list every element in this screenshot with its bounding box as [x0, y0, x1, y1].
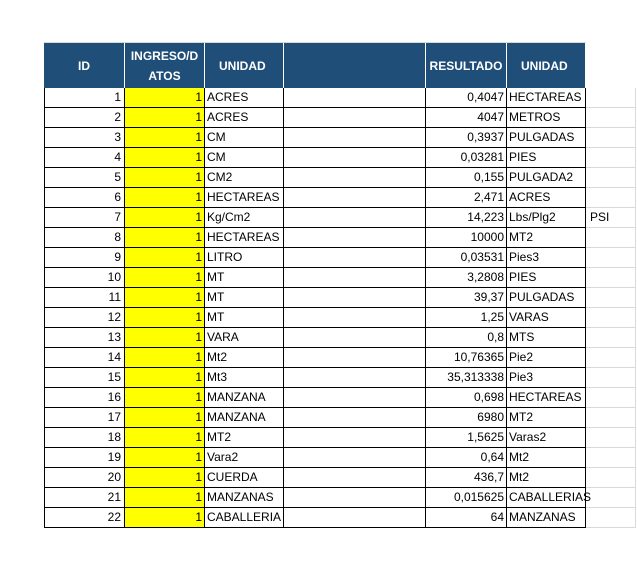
cell-blank[interactable]: [284, 108, 426, 128]
cell-result-unit[interactable]: PIES: [507, 148, 586, 168]
cell-input-value[interactable]: 1: [125, 208, 205, 228]
cell-extra[interactable]: [586, 288, 636, 308]
cell-id[interactable]: 21: [44, 488, 125, 508]
cell-unit[interactable]: CABALLERIA: [205, 508, 284, 528]
cell-result[interactable]: 0,8: [426, 328, 507, 348]
cell-result-unit[interactable]: Varas2: [507, 428, 586, 448]
cell-input-value[interactable]: 1: [125, 168, 205, 188]
cell-unit[interactable]: VARA: [205, 328, 284, 348]
cell-result-unit[interactable]: Pies3: [507, 248, 586, 268]
cell-input-value[interactable]: 1: [125, 308, 205, 328]
cell-result-unit[interactable]: MT2: [507, 408, 586, 428]
cell-blank[interactable]: [284, 208, 426, 228]
header-unidad[interactable]: UNIDAD: [205, 43, 284, 88]
cell-unit[interactable]: MANZANA: [205, 408, 284, 428]
cell-id[interactable]: 11: [44, 288, 125, 308]
cell-id[interactable]: 3: [44, 128, 125, 148]
cell-unit[interactable]: MT: [205, 308, 284, 328]
cell-result-unit[interactable]: MANZANAS: [507, 508, 586, 528]
cell-input-value[interactable]: 1: [125, 348, 205, 368]
cell-input-value[interactable]: 1: [125, 368, 205, 388]
cell-unit[interactable]: ACRES: [205, 108, 284, 128]
cell-blank[interactable]: [284, 148, 426, 168]
cell-input-value[interactable]: 1: [125, 88, 205, 108]
cell-result[interactable]: 10,76365: [426, 348, 507, 368]
cell-unit[interactable]: LITRO: [205, 248, 284, 268]
cell-extra[interactable]: [586, 508, 636, 528]
cell-result[interactable]: 0,698: [426, 388, 507, 408]
cell-extra[interactable]: [586, 388, 636, 408]
cell-result-unit[interactable]: Pie2: [507, 348, 586, 368]
cell-result-unit[interactable]: PULGADAS: [507, 128, 586, 148]
cell-input-value[interactable]: 1: [125, 508, 205, 528]
cell-blank[interactable]: [284, 428, 426, 448]
cell-id[interactable]: 20: [44, 468, 125, 488]
header-id[interactable]: ID: [44, 43, 125, 88]
cell-extra[interactable]: [586, 448, 636, 468]
cell-blank[interactable]: [284, 328, 426, 348]
cell-blank[interactable]: [284, 168, 426, 188]
cell-unit[interactable]: MANZANA: [205, 388, 284, 408]
cell-input-value[interactable]: 1: [125, 448, 205, 468]
cell-unit[interactable]: CM: [205, 128, 284, 148]
cell-extra[interactable]: [586, 88, 636, 108]
cell-input-value[interactable]: 1: [125, 268, 205, 288]
cell-blank[interactable]: [284, 268, 426, 288]
cell-result[interactable]: 0,03531: [426, 248, 507, 268]
header-ingreso-line1: INGRESO/D: [130, 48, 199, 63]
cell-id[interactable]: 4: [44, 148, 125, 168]
cell-input-value[interactable]: 1: [125, 468, 205, 488]
cell-id[interactable]: 22: [44, 508, 125, 528]
cell-id[interactable]: 12: [44, 308, 125, 328]
cell-result-unit[interactable]: MT2: [507, 228, 586, 248]
cell-result-unit[interactable]: Pie3: [507, 368, 586, 388]
cell-result-unit[interactable]: HECTAREAS: [507, 388, 586, 408]
cell-result-unit[interactable]: Mt2: [507, 468, 586, 488]
cell-input-value[interactable]: 1: [125, 188, 205, 208]
cell-unit[interactable]: Mt3: [205, 368, 284, 388]
cell-extra[interactable]: [586, 228, 636, 248]
cell-id[interactable]: 13: [44, 328, 125, 348]
cell-blank[interactable]: [284, 288, 426, 308]
cell-result[interactable]: 0,155: [426, 168, 507, 188]
cell-extra[interactable]: [586, 268, 636, 288]
cell-input-value[interactable]: 1: [125, 128, 205, 148]
cell-result[interactable]: 1,25: [426, 308, 507, 328]
cell-result-unit[interactable]: VARAS: [507, 308, 586, 328]
header-ingreso-line2: ATOS: [148, 68, 181, 83]
cell-blank[interactable]: [284, 228, 426, 248]
cell-id[interactable]: 7: [44, 208, 125, 228]
cell-result[interactable]: 2,471: [426, 188, 507, 208]
cell-result[interactable]: 0,64: [426, 448, 507, 468]
cell-unit[interactable]: Kg/Cm2: [205, 208, 284, 228]
cell-extra[interactable]: [586, 468, 636, 488]
cell-id[interactable]: 6: [44, 188, 125, 208]
cell-unit[interactable]: Mt2: [205, 348, 284, 368]
cell-input-value[interactable]: 1: [125, 248, 205, 268]
cell-result[interactable]: 0,015625: [426, 488, 507, 508]
cell-result[interactable]: 0,03281: [426, 148, 507, 168]
cell-extra[interactable]: PSI: [586, 208, 636, 228]
cell-extra[interactable]: [586, 348, 636, 368]
cell-input-value[interactable]: 1: [125, 328, 205, 348]
cell-result-unit[interactable]: ACRES: [507, 188, 586, 208]
cell-extra[interactable]: [586, 108, 636, 128]
cell-id[interactable]: 10: [44, 268, 125, 288]
cell-extra[interactable]: [586, 148, 636, 168]
cell-id[interactable]: 9: [44, 248, 125, 268]
cell-input-value[interactable]: 1: [125, 388, 205, 408]
cell-result-unit[interactable]: METROS: [507, 108, 586, 128]
cell-id[interactable]: 19: [44, 448, 125, 468]
cell-blank[interactable]: [284, 488, 426, 508]
cell-unit[interactable]: MT2: [205, 428, 284, 448]
cell-input-value[interactable]: 1: [125, 148, 205, 168]
cell-result-unit[interactable]: CABALLERIAS: [507, 488, 586, 508]
cell-blank[interactable]: [284, 88, 426, 108]
cell-result[interactable]: 436,7: [426, 468, 507, 488]
cell-result[interactable]: 1,5625: [426, 428, 507, 448]
cell-blank[interactable]: [284, 468, 426, 488]
cell-result[interactable]: 64: [426, 508, 507, 528]
cell-unit[interactable]: MT: [205, 288, 284, 308]
cell-unit[interactable]: ACRES: [205, 88, 284, 108]
cell-result[interactable]: 0,4047: [426, 88, 507, 108]
cell-unit[interactable]: CUERDA: [205, 468, 284, 488]
cell-result[interactable]: 0,3937: [426, 128, 507, 148]
cell-id[interactable]: 16: [44, 388, 125, 408]
cell-input-value[interactable]: 1: [125, 108, 205, 128]
cell-extra[interactable]: [586, 408, 636, 428]
cell-unit[interactable]: CM: [205, 148, 284, 168]
cell-id[interactable]: 15: [44, 368, 125, 388]
cell-blank[interactable]: [284, 448, 426, 468]
cell-extra[interactable]: [586, 188, 636, 208]
cell-extra[interactable]: [586, 248, 636, 268]
cell-id[interactable]: 2: [44, 108, 125, 128]
cell-id[interactable]: 1: [44, 88, 125, 108]
cell-id[interactable]: 5: [44, 168, 125, 188]
cell-result-unit[interactable]: HECTAREAS: [507, 88, 586, 108]
cell-result-unit[interactable]: PIES: [507, 268, 586, 288]
cell-blank[interactable]: [284, 188, 426, 208]
cell-result[interactable]: 14,223: [426, 208, 507, 228]
cell-unit[interactable]: Vara2: [205, 448, 284, 468]
cell-input-value[interactable]: 1: [125, 228, 205, 248]
cell-id[interactable]: 18: [44, 428, 125, 448]
cell-result[interactable]: 4047: [426, 108, 507, 128]
cell-result[interactable]: 6980: [426, 408, 507, 428]
cell-extra[interactable]: [586, 488, 636, 508]
cell-blank[interactable]: [284, 128, 426, 148]
cell-extra[interactable]: [586, 308, 636, 328]
cell-result[interactable]: 35,313338: [426, 368, 507, 388]
cell-result-unit[interactable]: PULGADA2: [507, 168, 586, 188]
cell-result-unit[interactable]: Mt2: [507, 448, 586, 468]
cell-input-value[interactable]: 1: [125, 428, 205, 448]
cell-input-value[interactable]: 1: [125, 288, 205, 308]
cell-result-unit[interactable]: PULGADAS: [507, 288, 586, 308]
cell-unit[interactable]: MANZANAS: [205, 488, 284, 508]
header-resultado[interactable]: RESULTADO: [426, 43, 507, 88]
header-ingreso-datos[interactable]: [125, 43, 205, 88]
cell-result-unit[interactable]: Lbs/Plg2: [507, 208, 586, 228]
header-unidad-result[interactable]: UNIDAD: [507, 43, 586, 88]
cell-result[interactable]: 3,2808: [426, 268, 507, 288]
cell-extra[interactable]: [586, 428, 636, 448]
cell-blank[interactable]: [284, 508, 426, 528]
cell-blank[interactable]: [284, 348, 426, 368]
cell-extra[interactable]: [586, 328, 636, 348]
cell-blank[interactable]: [284, 388, 426, 408]
cell-unit[interactable]: HECTAREAS: [205, 188, 284, 208]
cell-unit[interactable]: CM2: [205, 168, 284, 188]
cell-id[interactable]: 8: [44, 228, 125, 248]
cell-unit[interactable]: HECTAREAS: [205, 228, 284, 248]
cell-unit[interactable]: MT: [205, 268, 284, 288]
cell-id[interactable]: 14: [44, 348, 125, 368]
cell-input-value[interactable]: 1: [125, 408, 205, 428]
cell-extra[interactable]: [586, 128, 636, 148]
header-blank[interactable]: [284, 43, 426, 88]
cell-blank[interactable]: [284, 368, 426, 388]
cell-result-unit[interactable]: MTS: [507, 328, 586, 348]
cell-blank[interactable]: [284, 248, 426, 268]
cell-input-value[interactable]: 1: [125, 488, 205, 508]
cell-extra[interactable]: [586, 368, 636, 388]
cell-blank[interactable]: [284, 408, 426, 428]
cell-result[interactable]: 39,37: [426, 288, 507, 308]
cell-extra[interactable]: [586, 168, 636, 188]
cell-blank[interactable]: [284, 308, 426, 328]
cell-result[interactable]: 10000: [426, 228, 507, 248]
cell-id[interactable]: 17: [44, 408, 125, 428]
